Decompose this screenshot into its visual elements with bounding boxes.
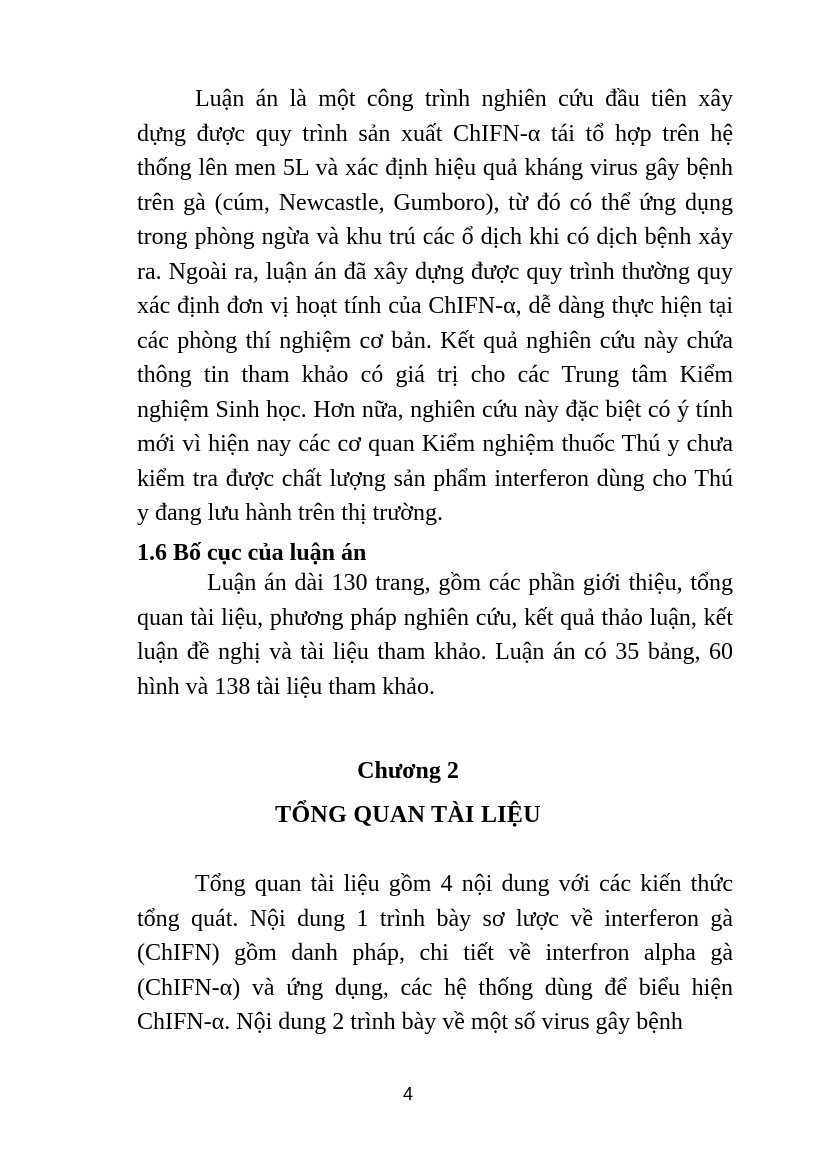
chapter-title: TỔNG QUAN TÀI LIỆU <box>275 802 541 828</box>
body-paragraph-contribution: Luận án là một công trình nghiên cứu đầu tiên xây dựng được quy trình sản xuất ChIFN-α tái tổ hợp trên hệ thống lên men 5L và xác định hiệu quả kháng virus gây bệnh trên gà (cúm, Newcastle, Gumboro), từ đó có thể ứng dụng trong phòng ngừa và khu trú các ổ dịch khi có dịch bệnh xảy ra. Ngoài ra, luận án đã xây dựng được quy trình thường quy xác định đơn vị hoạt tính của ChIFN-α, dễ dàng thực hiện tại các phòng thí nghiệm cơ bản. Kết quả nghiên cứu này chứa thông tin tham khảo có giá trị cho các Trung tâm Kiểm nghiệm Sinh học. Hơn nữa, nghiên cứu này đặc biệt có ý tính mới vì hiện nay các cơ quan Kiểm nghiệm thuốc Thú y chưa kiểm tra được chất lượng sản phẩm interferon dùng cho Thú y đang lưu hành trên thị trường. <box>137 86 733 526</box>
section-heading-thesis-structure: 1.6 Bố cục của luận án <box>137 540 367 566</box>
body-paragraph-thesis-structure: Luận án dài 130 trang, gồm các phần giới thiệu, tổng quan tài liệu, phương pháp nghiên cứu, kết quả thảo luận, kết luận đề nghị và tài liệu tham khảo. Luận án có 35 bảng, 60 hình và 138 tài liệu tham khảo. <box>137 570 733 700</box>
body-paragraph-overview: Tổng quan tài liệu gồm 4 nội dung với các kiến thức tổng quát. Nội dung 1 trình bày sơ lược về interferon gà (ChIFN) gồm danh pháp, chi tiết về interfron alpha gà (ChIFN-α) và ứng dụng, các hệ thống dùng để biểu hiện ChIFN-α. Nội dung 2 trình bày về một số virus gây bệnh <box>137 871 733 1035</box>
chapter-number: Chương 2 <box>357 758 459 784</box>
page-number: 4 <box>402 1084 413 1104</box>
